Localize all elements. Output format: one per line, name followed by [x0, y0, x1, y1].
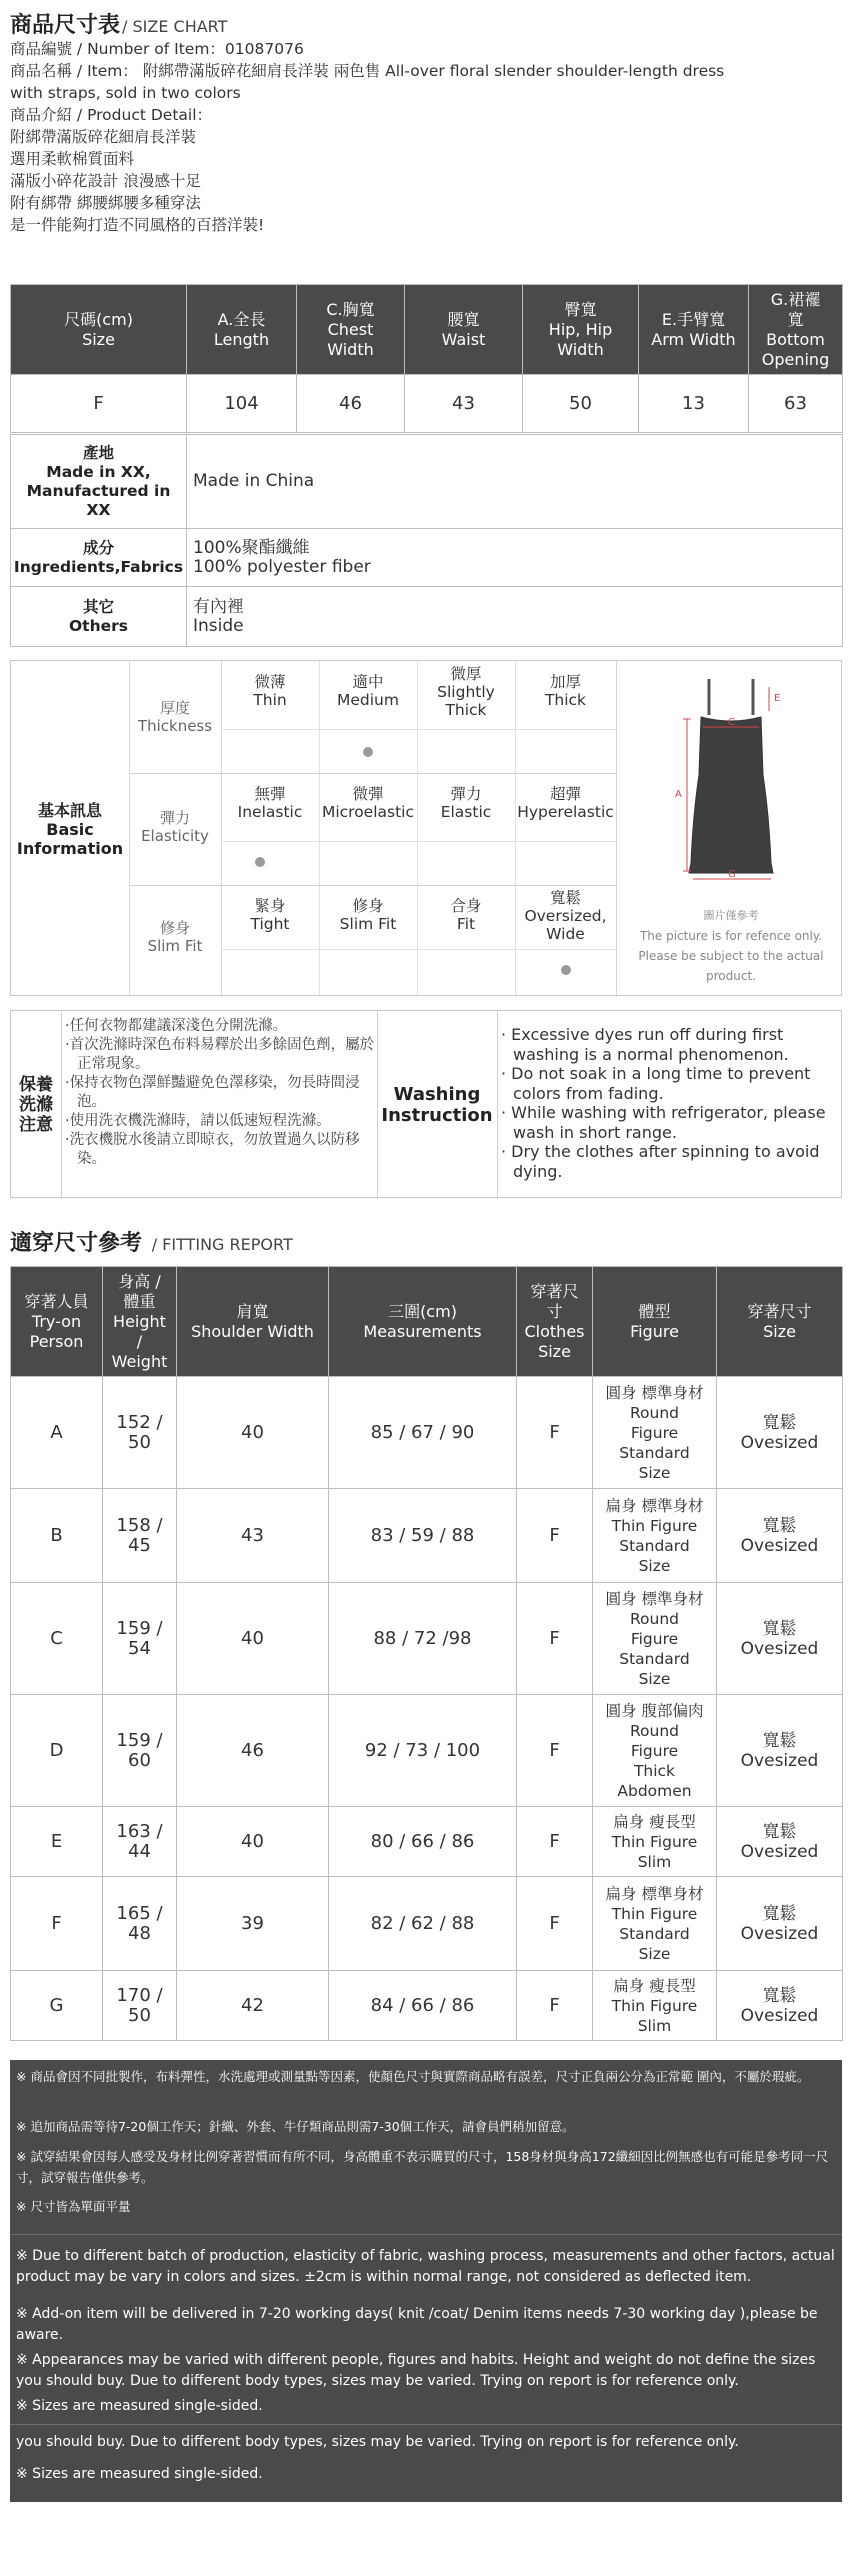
- header-chest: C.胸寬 Chest Width: [297, 285, 405, 375]
- option-slim-fit: 修身 Slim Fit: [339, 897, 397, 933]
- shoulder-cell: 43: [177, 1489, 329, 1583]
- diagram-letter-e: E: [774, 693, 781, 704]
- note-zh: ※ 商品會因不同批製作，布料彈性，水洗處理或測量點等因素，使顏色尺寸與實際商品略有誤差，尺寸正負兩公分為正常範 圍內，不屬於瑕疵。: [16, 2069, 810, 2084]
- note-en: you should buy. Due to different body types, sizes may be varied. Trying on report is for reference only.: [16, 2434, 739, 2450]
- figure-cell: 扁身 瘦長型 Thin Figure Slim: [593, 1971, 717, 2041]
- slimfit-selected-dot: [561, 965, 571, 975]
- measurements-cell: 92 / 73 / 100: [329, 1695, 517, 1807]
- cell: 13: [639, 375, 749, 433]
- info-line: 附有綁帶 綁腰綁腰多種穿法: [10, 194, 201, 212]
- person-cell: D: [11, 1695, 103, 1807]
- info-line: 滿版小碎花設計 浪漫感十足: [10, 172, 201, 190]
- slimfit-label: 修身 Slim Fit: [147, 919, 203, 955]
- measurements-cell: 82 / 62 / 88: [329, 1877, 517, 1971]
- figure-cell: 扁身 標準身材 Thin Figure Standard Size: [593, 1877, 717, 1971]
- fitting-row: [11, 1877, 843, 1971]
- clothes-size-cell: F: [517, 1971, 593, 2041]
- info-line: 商品名稱 / Item： 附綁帶滿版碎花細肩長洋裝 兩色售 All-over floral slender shoulder-length dress: [10, 62, 725, 80]
- washing-list-zh: [65, 1017, 375, 1169]
- person-cell: E: [11, 1807, 103, 1877]
- fitting-row: [11, 1807, 843, 1877]
- clothes-size-cell: F: [517, 1695, 593, 1807]
- note-en: ※ Appearances may be varied with different people, figures and habits. Height and weight do not define the sizes you should buy. Due to different body types, sizes may be varied. Trying on report is for reference only.: [16, 2352, 816, 2389]
- header-length: A.全長 Length: [187, 285, 297, 375]
- clothes-size-cell: F: [517, 1489, 593, 1583]
- clothes-size-cell: F: [517, 1583, 593, 1695]
- option-fit: 合身 Fit: [450, 897, 482, 933]
- header-hip: 臀寬 Hip, Hip Width: [523, 285, 639, 375]
- measurements-cell: 85 / 67 / 90: [329, 1377, 517, 1489]
- measurements-cell: 88 / 72 /98: [329, 1583, 517, 1695]
- figure-cell: 圓身 腹部偏肉 Round Figure Thick Abdomen: [593, 1695, 717, 1807]
- header-size: 尺碼(cm) Size: [11, 285, 187, 375]
- height-weight-cell: 165 / 48: [103, 1877, 177, 1971]
- fit-size-cell: 寬鬆 Ovesized: [717, 1695, 843, 1807]
- shoulder-cell: 46: [177, 1695, 329, 1807]
- cell: 43: [405, 375, 523, 433]
- washing-instructions: [10, 1010, 842, 1198]
- fit-size-cell: 寬鬆 Ovesized: [717, 1807, 843, 1877]
- height-weight-cell: 163 / 44: [103, 1807, 177, 1877]
- washing-title-en: Washing Instruction: [381, 1084, 493, 1126]
- size-table: [10, 284, 843, 433]
- basic-info: [10, 660, 842, 996]
- cell: 104: [187, 375, 297, 433]
- info-line: 是一件能夠打造不同風格的百搭洋裝!: [10, 216, 265, 234]
- height-weight-cell: 152 / 50: [103, 1377, 177, 1489]
- info-line: 商品編號 / Number of Item：01087076: [10, 40, 304, 58]
- header-person: 穿著人員 Try-on Person: [11, 1267, 103, 1377]
- header-shoulder: 肩寬 Shoulder Width: [177, 1267, 329, 1377]
- option-oversized: 寬鬆 Oversized, Wide: [524, 889, 607, 943]
- elasticity-selected-dot: [255, 857, 265, 867]
- header-fit-size: 穿著尺寸 Size: [717, 1267, 843, 1377]
- washing-title-zh: 保養 洗滌 注意: [19, 1075, 53, 1135]
- option-inelastic: 無彈 Inelastic: [237, 785, 303, 821]
- product-info: [10, 38, 840, 236]
- origin-value: Made in China: [187, 435, 843, 529]
- option-thin: 微薄 Thin: [253, 673, 287, 709]
- washing-list-en: [501, 1025, 837, 1181]
- fitting-title-zh: 適穿尺寸參考: [10, 1231, 143, 1256]
- person-cell: G: [11, 1971, 103, 2041]
- note-en: ※ Due to different batch of production, elasticity of fabric, washing process, measurements and other factors, actual product may be vary in colors and sizes. ±2cm is within normal range, not considered as deflected item.: [16, 2248, 835, 2285]
- diagram-letter-a: A: [675, 789, 682, 800]
- fabric-label: 成分 Ingredients,Fabrics: [11, 529, 187, 587]
- figure-cell: 扁身 標準身材 Thin Figure Standard Size: [593, 1489, 717, 1583]
- info-line: 附綁帶滿版碎花細肩長洋裝: [10, 128, 197, 146]
- fit-size-cell: 寬鬆 Ovesized: [717, 1583, 843, 1695]
- fitting-row: [11, 1971, 843, 2041]
- note-en: ※ Add-on item will be delivered in 7-20 working days( knit /coat/ Denim items needs 7-30 working day ),please be aware.: [16, 2306, 818, 2343]
- shoulder-cell: 40: [177, 1377, 329, 1489]
- header-waist: 腰寬 Waist: [405, 285, 523, 375]
- option-slightly-thick: 微厚 Slightly Thick: [437, 665, 495, 719]
- shoulder-cell: 42: [177, 1971, 329, 2041]
- fit-size-cell: 寬鬆 Ovesized: [717, 1971, 843, 2041]
- others-label: 其它 Others: [11, 587, 187, 647]
- option-elastic: 彈力 Elastic: [440, 785, 492, 821]
- size-row: [11, 375, 843, 433]
- origin-label: 產地 Made in XX, Manufactured in XX: [11, 435, 187, 529]
- cell: 46: [297, 375, 405, 433]
- diagram-letter-c: C: [728, 717, 735, 728]
- washing-item-en: · Excessive dyes run off during first washing is a normal phenomenon.: [501, 1025, 789, 1064]
- header-height-weight: 身高 / 體重 Height / Weight: [103, 1267, 177, 1377]
- option-microelastic: 微彈 Microelastic: [321, 785, 415, 821]
- cell: 63: [749, 375, 843, 433]
- washing-item-zh: ·使用洗衣機洗滌時，請以低速短程洗滌。: [65, 1113, 331, 1129]
- fitting-row: [11, 1583, 843, 1695]
- measurements-cell: 80 / 66 / 86: [329, 1807, 517, 1877]
- note-en: ※ Sizes are measured single-sided.: [16, 2398, 263, 2414]
- shoulder-cell: 40: [177, 1807, 329, 1877]
- fitting-title: [10, 1226, 293, 1257]
- person-cell: F: [11, 1877, 103, 1971]
- fitting-title-en: / FITTING REPORT: [151, 1235, 293, 1254]
- cell: F: [11, 375, 187, 433]
- figure-cell: 圓身 標準身材 Round Figure Standard Size: [593, 1377, 717, 1489]
- washing-item-en: · Do not soak in a long time to prevent colors from fading.: [501, 1064, 811, 1103]
- header-clothes-size: 穿著尺 寸 Clothes Size: [517, 1267, 593, 1377]
- diagram-letter-g: G: [728, 869, 736, 880]
- header-arm: E.手臂寬 Arm Width: [639, 285, 749, 375]
- notes-panel: [10, 2060, 842, 2502]
- height-weight-cell: 159 / 54: [103, 1583, 177, 1695]
- person-cell: B: [11, 1489, 103, 1583]
- option-thick: 加厚 Thick: [544, 673, 587, 709]
- person-cell: A: [11, 1377, 103, 1489]
- meta-row-others: [11, 587, 843, 647]
- note-zh: ※ 尺寸皆為單面平量: [16, 2199, 131, 2214]
- washing-item-zh: ·保持衣物色澤鮮豔避免色澤移染，勿長時間浸泡。: [65, 1075, 360, 1110]
- fit-size-cell: 寬鬆 Ovesized: [717, 1877, 843, 1971]
- fitting-row: [11, 1489, 843, 1583]
- option-tight: 緊身 Tight: [250, 897, 290, 933]
- fitting-row: [11, 1695, 843, 1807]
- note-en: ※ Sizes are measured single-sided.: [16, 2466, 263, 2482]
- size-table-header: [11, 285, 843, 375]
- washing-item-zh: ·洗衣機脫水後請立即晾衣，勿放置過久以防移染。: [65, 1132, 360, 1167]
- clothes-size-cell: F: [517, 1877, 593, 1971]
- fabric-value: 100%聚酯纖維 100% polyester fiber: [187, 529, 843, 587]
- header-measurements: 三圍(cm) Measurements: [329, 1267, 517, 1377]
- fitting-table: [10, 1266, 843, 2041]
- thickness-label: 厚度 Thickness: [137, 699, 213, 735]
- header-figure: 體型 Figure: [593, 1267, 717, 1377]
- info-line: with straps, sold in two colors: [10, 84, 241, 102]
- others-value: 有內裡 Inside: [187, 587, 843, 647]
- person-cell: C: [11, 1583, 103, 1695]
- diagram-caption: 圖片僅參考 The picture is for refence only. Please be subject to the actual product.: [638, 909, 824, 983]
- elasticity-label: 彈力 Elasticity: [141, 809, 209, 845]
- note-zh: ※ 試穿結果會因每人感受及身材比例穿著習慣而有所不同，身高體重不表示購買的尺寸，158身材與身高172纖細因比例無感也有可能是參考同一尺寸，試穿報告僅供參考。: [16, 2149, 829, 2185]
- clothes-size-cell: F: [517, 1807, 593, 1877]
- fitting-body: [11, 1377, 843, 2041]
- size-chart-title: [10, 8, 227, 39]
- fitting-header: [11, 1267, 843, 1377]
- meta-table: [10, 434, 843, 647]
- washing-item-en: · Dry the clothes after spinning to avoid dying.: [501, 1142, 820, 1181]
- height-weight-cell: 158 / 45: [103, 1489, 177, 1583]
- info-line: 商品介紹 / Product Detail：: [10, 106, 213, 124]
- size-chart-title-zh: 商品尺寸表: [10, 13, 121, 38]
- cell: 50: [523, 375, 639, 433]
- figure-cell: 圓身 標準身材 Round Figure Standard Size: [593, 1583, 717, 1695]
- shoulder-cell: 39: [177, 1877, 329, 1971]
- clothes-size-cell: F: [517, 1377, 593, 1489]
- figure-cell: 扁身 瘦長型 Thin Figure Slim: [593, 1807, 717, 1877]
- fit-size-cell: 寬鬆 Ovesized: [717, 1489, 843, 1583]
- measurements-cell: 84 / 66 / 86: [329, 1971, 517, 2041]
- option-medium: 適中 Medium: [337, 673, 399, 709]
- washing-item-en: · While washing with refrigerator, please wash in short range.: [501, 1103, 826, 1142]
- meta-row-fabric: [11, 529, 843, 587]
- height-weight-cell: 170 / 50: [103, 1971, 177, 2041]
- washing-item-zh: ·任何衣物都建議深淺色分開洗滌。: [65, 1018, 288, 1034]
- washing-item-zh: ·首次洗滌時深色布料易釋於出多餘固色劑，屬於正常現象。: [65, 1037, 375, 1072]
- fit-size-cell: 寬鬆 Ovesized: [717, 1377, 843, 1489]
- meta-row-origin: [11, 435, 843, 529]
- size-chart-title-en: / SIZE CHART: [122, 17, 228, 36]
- measurements-cell: 83 / 59 / 88: [329, 1489, 517, 1583]
- header-bottom: G.裙襬 寬 Bottom Opening: [749, 285, 843, 375]
- option-hyperelastic: 超彈 Hyperelastic: [517, 785, 614, 821]
- height-weight-cell: 159 / 60: [103, 1695, 177, 1807]
- fitting-row: [11, 1377, 843, 1489]
- thickness-selected-dot: [363, 747, 373, 757]
- shoulder-cell: 40: [177, 1583, 329, 1695]
- info-line: 選用柔軟棉質面料: [10, 150, 135, 168]
- note-zh: ※ 追加商品需等待7-20個工作天；針織、外套、牛仔類商品則需7-30個工作天，請會員們稍加留意。: [16, 2119, 575, 2134]
- basic-info-title: 基本訊息 Basic Information: [16, 800, 124, 858]
